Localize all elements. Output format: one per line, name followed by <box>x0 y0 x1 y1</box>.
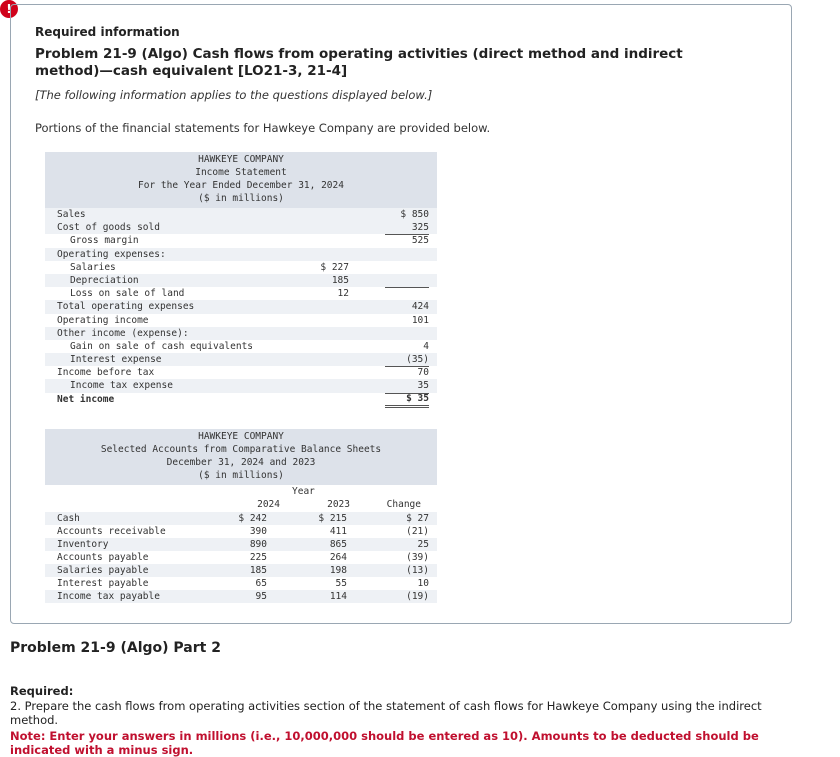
year-label: Year <box>292 486 315 497</box>
income-row-label: Interest expense <box>70 354 162 366</box>
income-row-subamount: 12 <box>292 287 349 301</box>
intro-text: Portions of the financial statements for Hawkeye Company are provided below. <box>35 121 491 135</box>
statement-period: For the Year Ended December 31, 2024 <box>138 180 344 191</box>
applies-note: [The following information applies to the questions displayed below.] <box>35 88 433 102</box>
balance-row-label: Cash <box>57 513 80 524</box>
balance-row-change: $ 27 <box>406 513 429 524</box>
balance-row <box>45 577 437 590</box>
income-row <box>45 248 437 261</box>
balance-row-2024: $ 242 <box>238 513 267 524</box>
balance-row-label: Accounts receivable <box>57 526 166 537</box>
balance-row-2023: $ 215 <box>318 513 347 524</box>
balance-row <box>45 538 437 551</box>
balance-row-label: Accounts payable <box>57 552 149 563</box>
income-row <box>45 366 437 379</box>
income-row <box>45 314 437 327</box>
income-row-label: Depreciation <box>70 274 139 286</box>
balance-row-change: (39) <box>406 552 429 563</box>
income-row-label: Income before tax <box>57 367 155 379</box>
balance-row-change: 10 <box>417 578 429 589</box>
balance-row-2023: 411 <box>329 526 347 537</box>
income-row-label: Gross margin <box>70 235 139 247</box>
income-row <box>45 261 437 274</box>
balance-row-change: (21) <box>406 526 429 537</box>
income-row-label: Operating income <box>57 314 149 326</box>
income-row-label: Gain on sale of cash equivalents <box>70 340 254 352</box>
alert-icon: ! <box>0 0 18 18</box>
income-row <box>45 234 437 247</box>
balance-row <box>45 590 437 603</box>
problem-title: Problem 21-9 (Algo) Cash flows from operating activities (direct method and indirect method)—cash equivalent [LO21-3, 21-4] <box>35 46 683 79</box>
income-row <box>45 287 437 300</box>
balance-sheet-units: ($ in millions) <box>198 470 284 481</box>
balance-row-label: Salaries payable <box>57 565 149 576</box>
income-statement-table <box>45 152 437 406</box>
balance-row-2023: 55 <box>335 578 347 589</box>
income-row <box>45 340 437 353</box>
balance-row-2023: 865 <box>329 539 347 550</box>
balance-row-2024: 225 <box>249 552 267 563</box>
balance-sheet-header <box>45 429 437 485</box>
company-name: HAWKEYE COMPANY <box>198 154 284 165</box>
required-label: Required: <box>10 684 74 698</box>
balance-row <box>45 564 437 577</box>
income-row-subamount: $ 227 <box>320 261 349 273</box>
income-statement-header <box>45 152 437 208</box>
statement-title: Income Statement <box>195 167 287 178</box>
income-row <box>45 274 437 287</box>
balance-row <box>45 525 437 538</box>
company-name: HAWKEYE COMPANY <box>198 431 284 442</box>
income-row-amount: (35) <box>385 353 429 367</box>
balance-row-label: Inventory <box>57 539 109 550</box>
income-row <box>45 300 437 313</box>
income-row-amount: 525 <box>411 235 429 247</box>
income-row-label: Loss on sale of land <box>70 288 185 300</box>
income-row <box>45 379 437 392</box>
balance-sheet-title: Selected Accounts from Comparative Balance Sheets <box>100 444 382 455</box>
income-row-label: Salaries <box>70 261 116 273</box>
col-2024-header: 2024 <box>257 499 280 510</box>
income-row-label: Income tax expense <box>70 380 173 392</box>
balance-row-change: (13) <box>406 565 429 576</box>
balance-sheet-dates: December 31, 2024 and 2023 <box>166 457 316 468</box>
income-row-amount: 101 <box>411 314 429 326</box>
income-row <box>45 221 437 234</box>
income-row-label: Cost of goods sold <box>57 222 160 234</box>
balance-row-2023: 114 <box>329 591 347 602</box>
balance-row-change: (19) <box>406 591 429 602</box>
income-row-subamount: 185 <box>331 274 349 286</box>
column-header-row <box>45 498 437 512</box>
balance-row-label: Income tax payable <box>57 591 160 602</box>
col-2023-header: 2023 <box>327 499 350 510</box>
instruction-text: 2. Prepare the cash flows from operating activities section of the statement of cash flows for Hawkeye Company using the indirect method. <box>10 699 762 727</box>
required-information-label: Required information <box>35 25 180 39</box>
year-header-row <box>45 485 437 498</box>
income-row-amount: $ 850 <box>400 209 429 220</box>
balance-row-2023: 198 <box>329 565 347 576</box>
balance-sheet-table <box>45 429 437 603</box>
balance-row-change: 25 <box>417 539 429 550</box>
balance-row-2024: 65 <box>255 578 267 589</box>
income-row-amount: 70 <box>417 367 429 379</box>
statement-units: ($ in millions) <box>198 193 284 204</box>
part-title: Problem 21-9 (Algo) Part 2 <box>10 640 221 656</box>
balance-row-2024: 185 <box>249 565 267 576</box>
income-row-amount: 325 <box>385 221 429 235</box>
income-row-amount: 4 <box>423 340 429 352</box>
income-row-amount: 35 <box>385 379 429 393</box>
income-row-amount <box>385 287 429 288</box>
balance-row-2024: 390 <box>249 526 267 537</box>
income-row <box>45 353 437 366</box>
income-row-amount: 424 <box>411 301 429 313</box>
income-row-label: Sales <box>57 209 86 220</box>
col-change-header: Change <box>386 499 421 510</box>
balance-row-2024: 95 <box>255 591 267 602</box>
balance-row <box>45 512 437 525</box>
income-row-label: Total operating expenses <box>57 301 195 313</box>
income-row <box>45 393 437 406</box>
income-row <box>45 208 437 221</box>
balance-row-label: Interest payable <box>57 578 149 589</box>
balance-row-2023: 264 <box>329 552 347 563</box>
income-row-label: Other income (expense): <box>57 327 189 339</box>
income-row-label: Net income <box>57 393 115 405</box>
balance-row <box>45 551 437 564</box>
income-row-amount: $ 35 <box>385 393 429 408</box>
income-row <box>45 327 437 340</box>
income-row-label: Operating expenses: <box>57 248 166 260</box>
balance-row-2024: 890 <box>249 539 267 550</box>
entry-note: Note: Enter your answers in millions (i.e., 10,000,000 should be entered as 10). Amounts to be deducted should be indicated with a minus sign. <box>10 729 759 757</box>
